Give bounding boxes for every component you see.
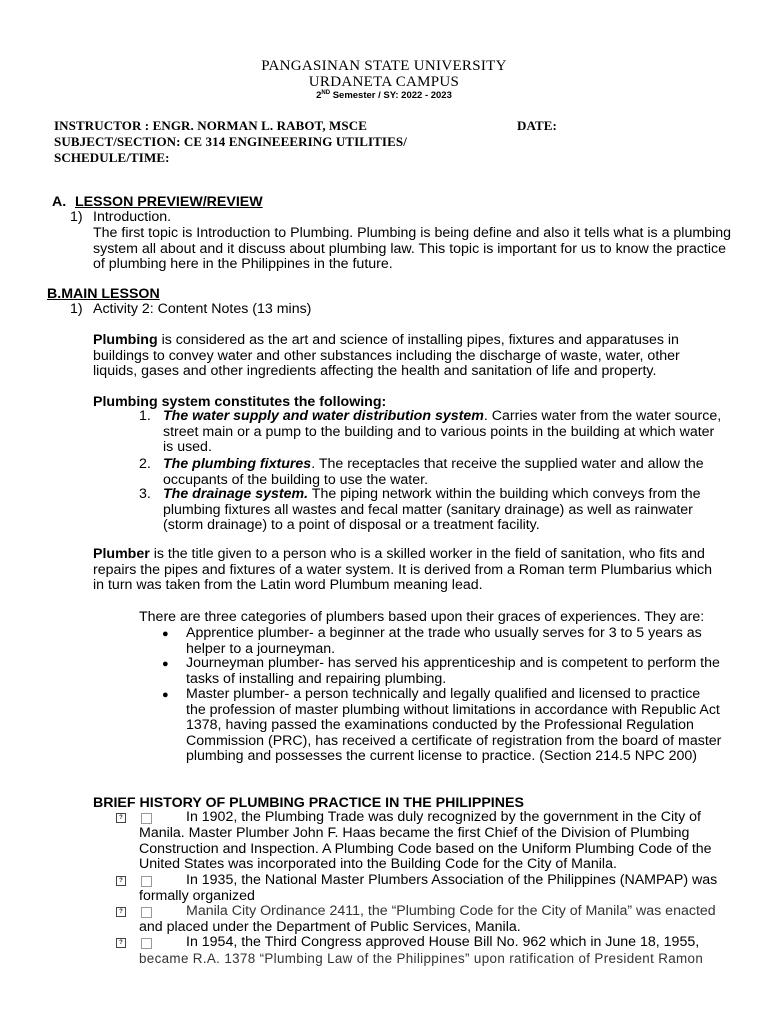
section-a-item-number: 1) (70, 209, 83, 225)
section-b-title: B.MAIN LESSON (47, 286, 160, 302)
history-item-1954: became R.A. 1378 “Plumbing Law of the Philippines” upon ratification of President Ramon (139, 951, 704, 966)
history-item-1954-first: In 1954, the Third Congress approved House Bill No. 962 which in June 18, 1955, (186, 934, 700, 950)
categories-intro: There are three categories of plumbers based upon their graces of experiences. They are: (139, 609, 705, 625)
campus-name: URDANETA CAMPUS (308, 74, 460, 90)
history-item-ordinance: and placed under the Department of Public Services, Manila. (139, 919, 521, 935)
history-item-1935-first: In 1935, the National Master Plumbers Association of the Philippines (NAMPAP) was (186, 872, 718, 888)
history-item-1902: Manila. Master Plumber John F. Haas became the first Chief of the Division of Plumbing Construction and Inspection. A Plumbing Code based on the Uniform Plumbing Code of the United States was incorporated into the Building Code for the City of Manila. (139, 825, 712, 873)
category-apprentice: Apprentice plumber- a beginner at the trade who usually serves for 3 to 5 years as helper to a journeyman. (186, 625, 702, 657)
plumber-definition: Plumber is the title given to a person who is a skilled worker in the field of sanitation, who fits and repairs the pipes and fixtures of a water system. It is derived from a Roman term Plumbarius which in turn was taken from the Latin word Plumbum meaning lead. (93, 546, 712, 594)
bullet-icon: ● (162, 658, 169, 670)
missing-glyph-icon: ? (116, 907, 126, 917)
section-b-item-number: 1) (70, 301, 83, 317)
system-item-water-supply: The water supply and water distribution system. Carries water from the water source, street main or a pump to the building and to various points in the building at which water is used. (163, 408, 722, 456)
empty-box-icon (141, 907, 152, 918)
missing-glyph-icon: ? (116, 813, 126, 823)
category-master: Master plumber- a person technically and legally qualified and licensed to practice the profession of master plumbing without limitations in accordance with Republic Act 1378, having passed the examinations conducted by the Professional Regulation Commission (PRC), has received a certificate of registration from the board of master plumbing and possesses the current license to practice. (Section 214.5 NPC 200) (186, 686, 722, 765)
bullet-icon: ● (162, 689, 169, 701)
subject-line: SUBJECT/SECTION: CE 314 ENGINEEERING UTILITIES/ (54, 134, 407, 149)
missing-glyph-icon: ? (116, 938, 126, 948)
schedule-line: SCHEDULE/TIME: (54, 150, 170, 165)
empty-box-icon (141, 876, 152, 887)
university-name: PANGASINAN STATE UNIVERSITY (261, 58, 507, 74)
history-item-1902-first: In 1902, the Plumbing Trade was duly recognized by the government in the City of (186, 809, 701, 825)
system-item-fixtures: The plumbing fixtures. The receptacles that receive the supplied water and allow the occupants of the building to use the water. (163, 456, 704, 488)
section-a-item-title: Introduction. (93, 209, 172, 225)
section-a-title: LESSON PREVIEW/REVIEW (75, 194, 263, 210)
section-b-item-title: Activity 2: Content Notes (13 mins) (93, 301, 312, 317)
system-item-number: 3. (139, 486, 151, 502)
plumbing-term: Plumbing (93, 332, 158, 348)
category-journeyman: Journeyman plumber- has served his apprenticeship and is competent to perform the tasks of installing and repairing plumbing. (186, 655, 720, 687)
intro-paragraph: The first topic is Introduction to Plumbing. Plumbing is being define and also it tells what is a plumbing system all about and it discuss about plumbing law. This topic is important for us to know the practice of plumbing here in the Philippines in the future. (93, 225, 731, 273)
section-a-marker: A. (52, 194, 67, 210)
system-item-drainage: The drainage system. The piping network within the building which conveys from the plumbing fixtures all wastes and fecal matter (sanitary drainage) as well as rainwater (storm drainage) to a point of disposal or a treatment facility. (163, 486, 701, 534)
instructor-line: INSTRUCTOR : ENGR. NORMAN L. RABOT, MSCE (54, 118, 368, 133)
bullet-icon: ● (162, 628, 169, 640)
history-title: BRIEF HISTORY OF PLUMBING PRACTICE IN THE PHILIPPINES (93, 795, 524, 811)
plumbing-system-heading: Plumbing system constitutes the following: (93, 394, 387, 410)
date-label: DATE: (517, 118, 557, 133)
history-item-ordinance-first: Manila City Ordinance 2411, the “Plumbing Code for the City of Manila” was enacted (186, 903, 716, 919)
missing-glyph-icon: ? (116, 876, 126, 886)
plumber-term: Plumber (93, 546, 150, 562)
system-item-number: 1. (139, 408, 151, 424)
empty-box-icon (141, 938, 152, 949)
empty-box-icon (141, 813, 152, 824)
semester-line: 2ND Semester / SY: 2022 - 2023 (316, 90, 452, 102)
history-item-1935: formally organized (139, 888, 255, 904)
plumbing-definition: Plumbing is considered as the art and science of installing pipes, fixtures and apparatuses in buildings to convey water and other substances including the discharge of waste, water, other liquids, gases and other ingredients affecting the health and sanitation of life and property. (93, 332, 680, 380)
system-item-number: 2. (139, 456, 151, 472)
